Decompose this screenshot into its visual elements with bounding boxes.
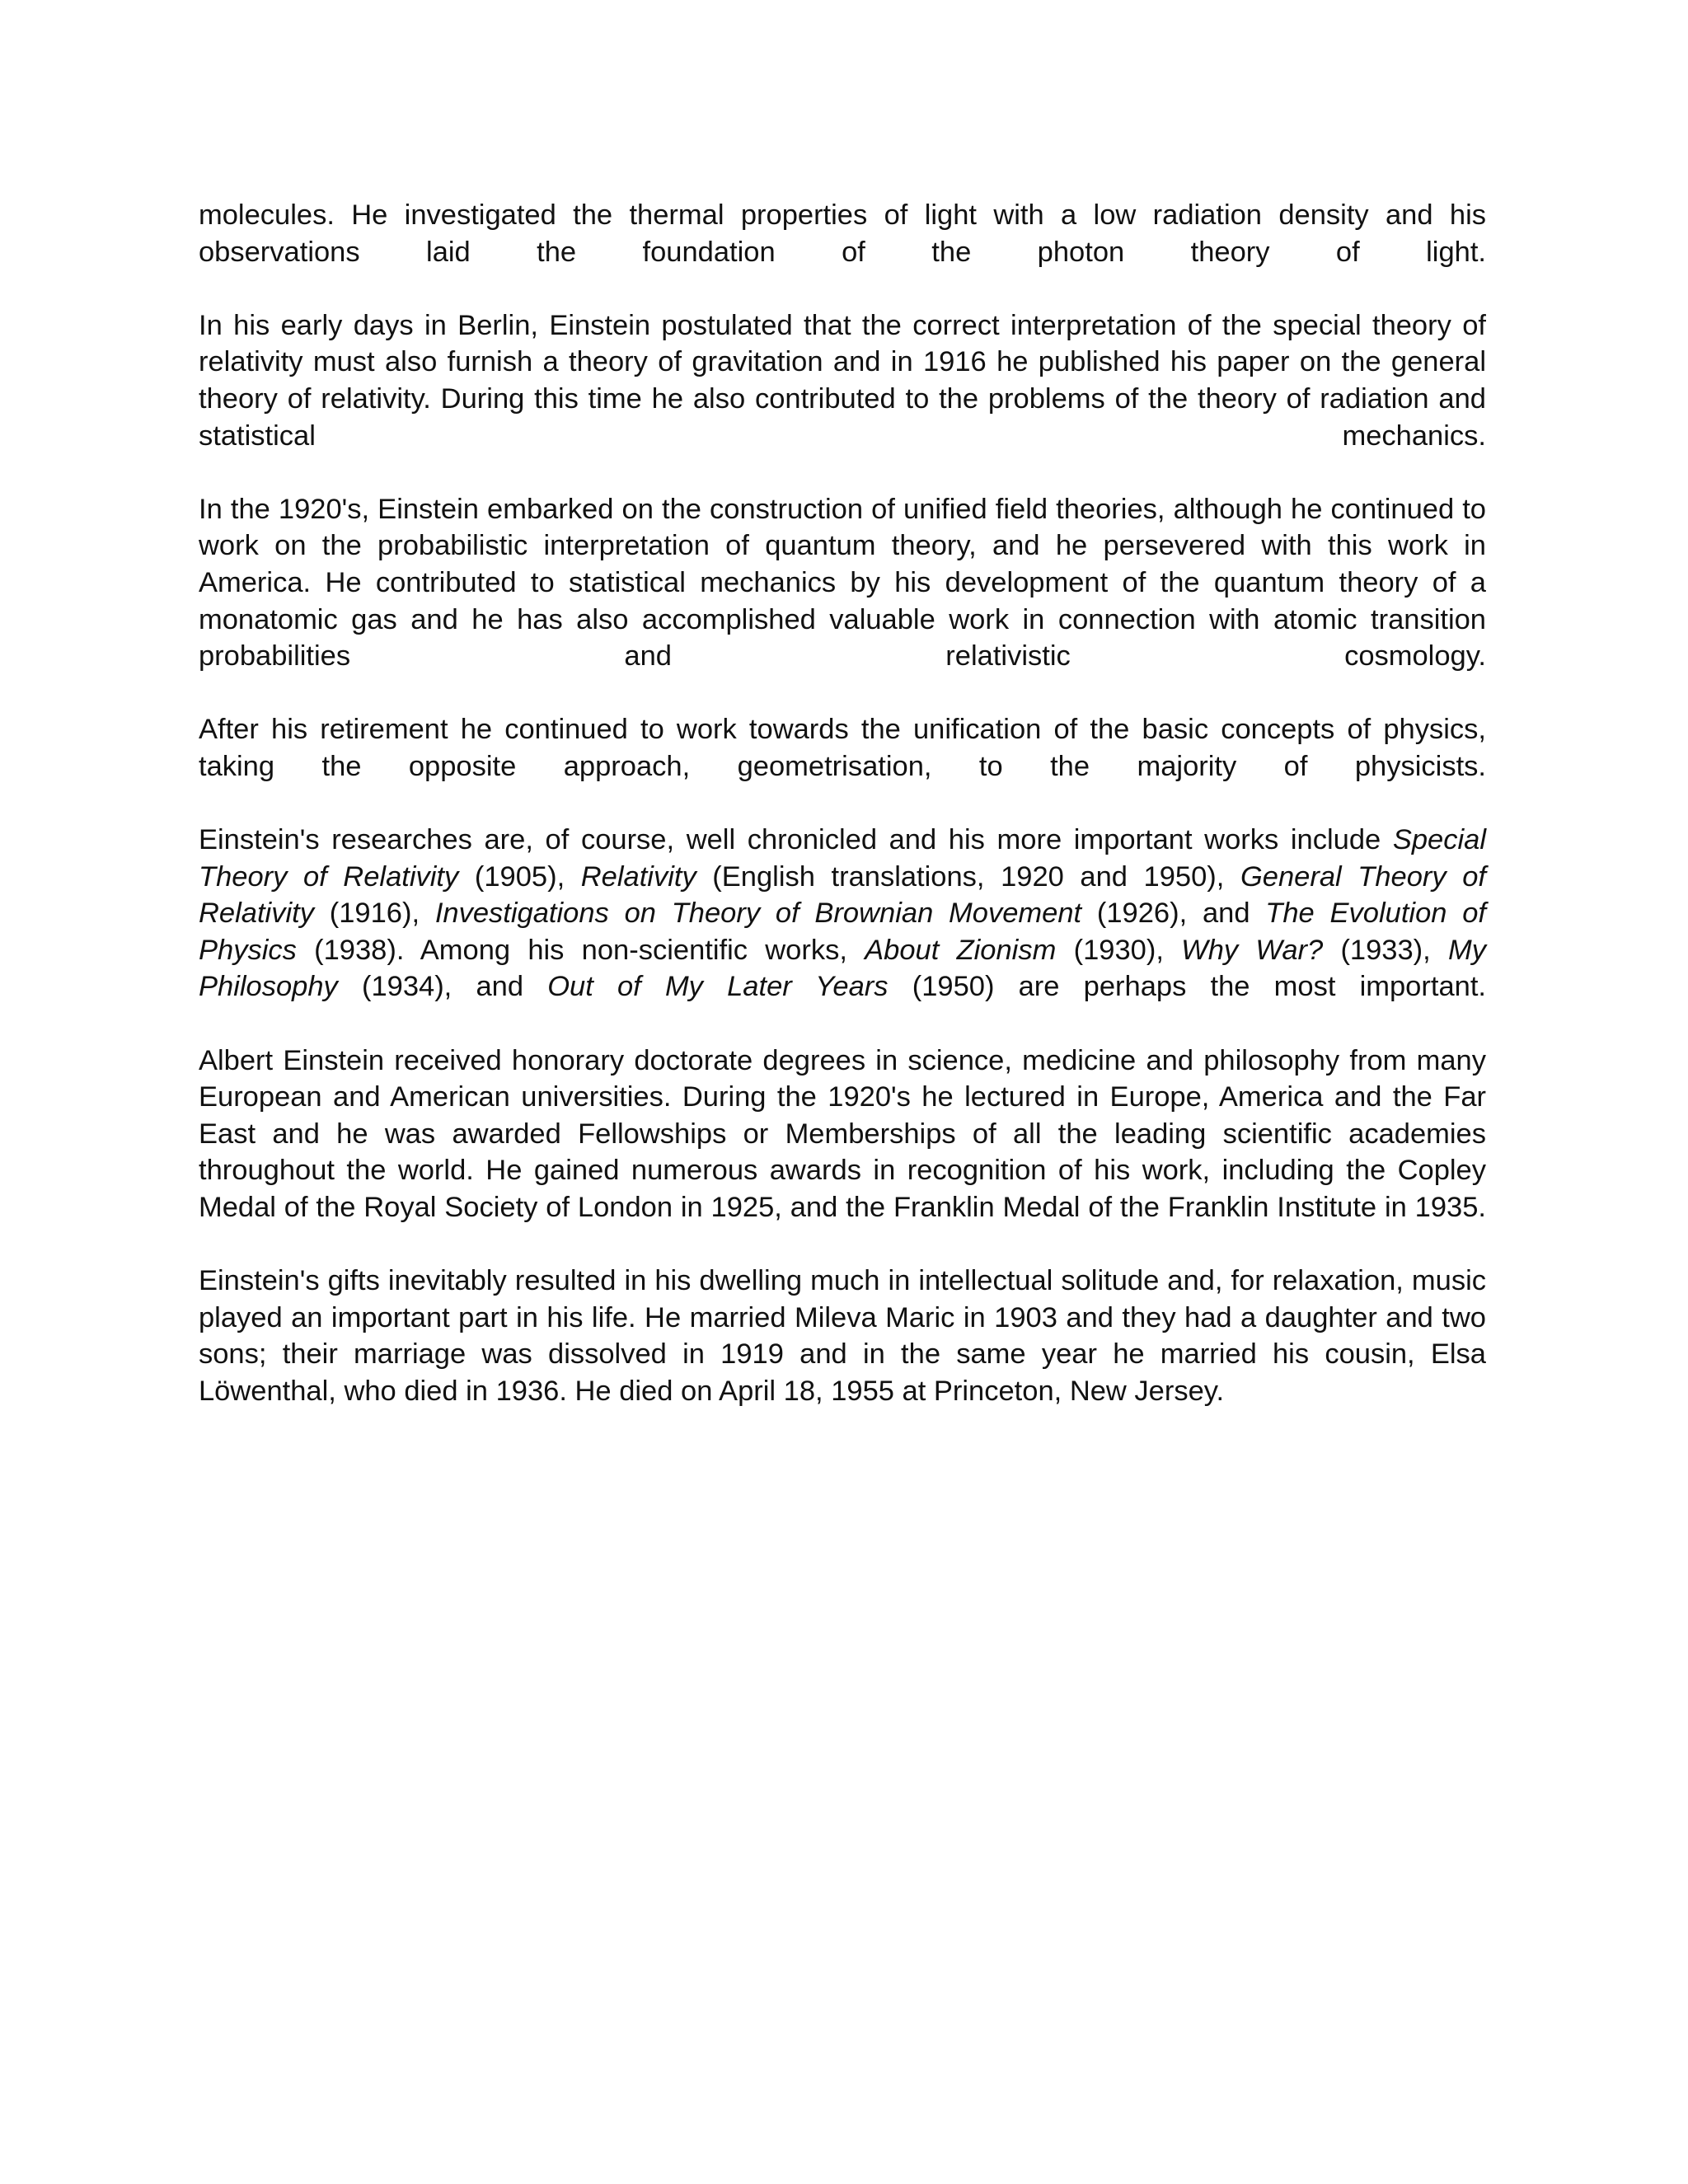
paragraph-text: (1930), xyxy=(1056,934,1182,966)
book-title: My Philosophy xyxy=(199,934,1487,1003)
paragraph-text: (1905), xyxy=(458,860,581,893)
book-title: The Evolution of Physics xyxy=(199,898,1486,966)
book-title: Why War? xyxy=(1181,934,1324,966)
paragraph-berlin-relativity xyxy=(199,307,1486,454)
book-title: Investigations on Theory of Brownian Movement xyxy=(434,898,1082,930)
paragraph-text: molecules. He investigated the thermal properties of light with a low radiation density and his observations laid the foundation of the photon theory of light. xyxy=(199,199,1486,268)
book-title: Out of My Later Years xyxy=(547,971,889,1003)
paragraph-text: (1950) are perhaps the most important. xyxy=(888,971,1486,1003)
paragraph-text: Albert Einstein received honorary doctorate degrees in science, medicine and philosophy from many European and American universities. During the 1920's he lectured in Europe, America and the Far East and he was awarded Fellowships or Memberships of all the leading scientific academies throughout the world. He gained numerous awards in recognition of his work, including the Copley Medal of the Royal Society of London in 1925, and the Franklin Medal of the Franklin Institute in 1935. xyxy=(199,1044,1486,1224)
paragraph-text: (1938). Among his non-scientific works, xyxy=(296,934,865,966)
document-body xyxy=(199,197,1486,1446)
paragraph-text: After his retirement he continued to work towards the unification of the basic concepts of physics, taking the opposite approach, geometrisation, to the majority of physicists. xyxy=(199,714,1486,782)
paragraph-honors xyxy=(199,1043,1486,1226)
paragraph-text: (1916), xyxy=(313,898,435,930)
paragraph-text: Einstein's researches are, of course, well chronicled and his more important works include xyxy=(199,824,1393,856)
paragraph-text: Einstein's gifts inevitably resulted in his dwelling much in intellectual solitude and, for relaxation, music played an important part in his life. He married Mileva Maric in 1903 and they had a daughter and two sons; their marriage was dissolved in 1919 and in the same year he married his cousin, Elsa Löwenthal, who died in 1936. He died on April 18, 1955 at Princeton, New Jersey. xyxy=(199,1265,1486,1407)
paragraph-works xyxy=(199,822,1486,1005)
paragraph-photon-theory xyxy=(199,197,1486,270)
paragraph-retirement xyxy=(199,711,1486,785)
paragraph-personal-life xyxy=(199,1263,1486,1409)
paragraph-text: (1926), and xyxy=(1081,898,1266,930)
book-title: General Theory of Relativity xyxy=(199,860,1486,930)
paragraph-text: (1934), and xyxy=(337,971,548,1003)
book-title: About Zionism xyxy=(865,934,1057,966)
paragraph-text: In the 1920's, Einstein embarked on the construction of unified field theories, although he continued to work on the probabilistic interpretation of quantum theory, and he persevered with this work in America. He contributed to statistical mechanics by his development of the quantum theory of a monatomic gas and he has also accomplished valuable work in connection with atomic transition probabilities and relativistic cosmology. xyxy=(199,493,1486,673)
book-title: Special Theory of Relativity xyxy=(199,824,1486,893)
paragraph-unified-field xyxy=(199,491,1486,675)
book-title: Relativity xyxy=(580,860,696,893)
paragraph-text: (1933), xyxy=(1323,934,1449,966)
paragraph-text: In his early days in Berlin, Einstein postulated that the correct interpretation of the special theory of relativity must also furnish a theory of gravitation and in 1916 he published his paper on the general theory of relativity. During this time he also contributed to the problems of the theory of radiation and statistical mechanics. xyxy=(199,309,1486,452)
paragraph-text: (English translations, 1920 and 1950), xyxy=(696,860,1240,893)
